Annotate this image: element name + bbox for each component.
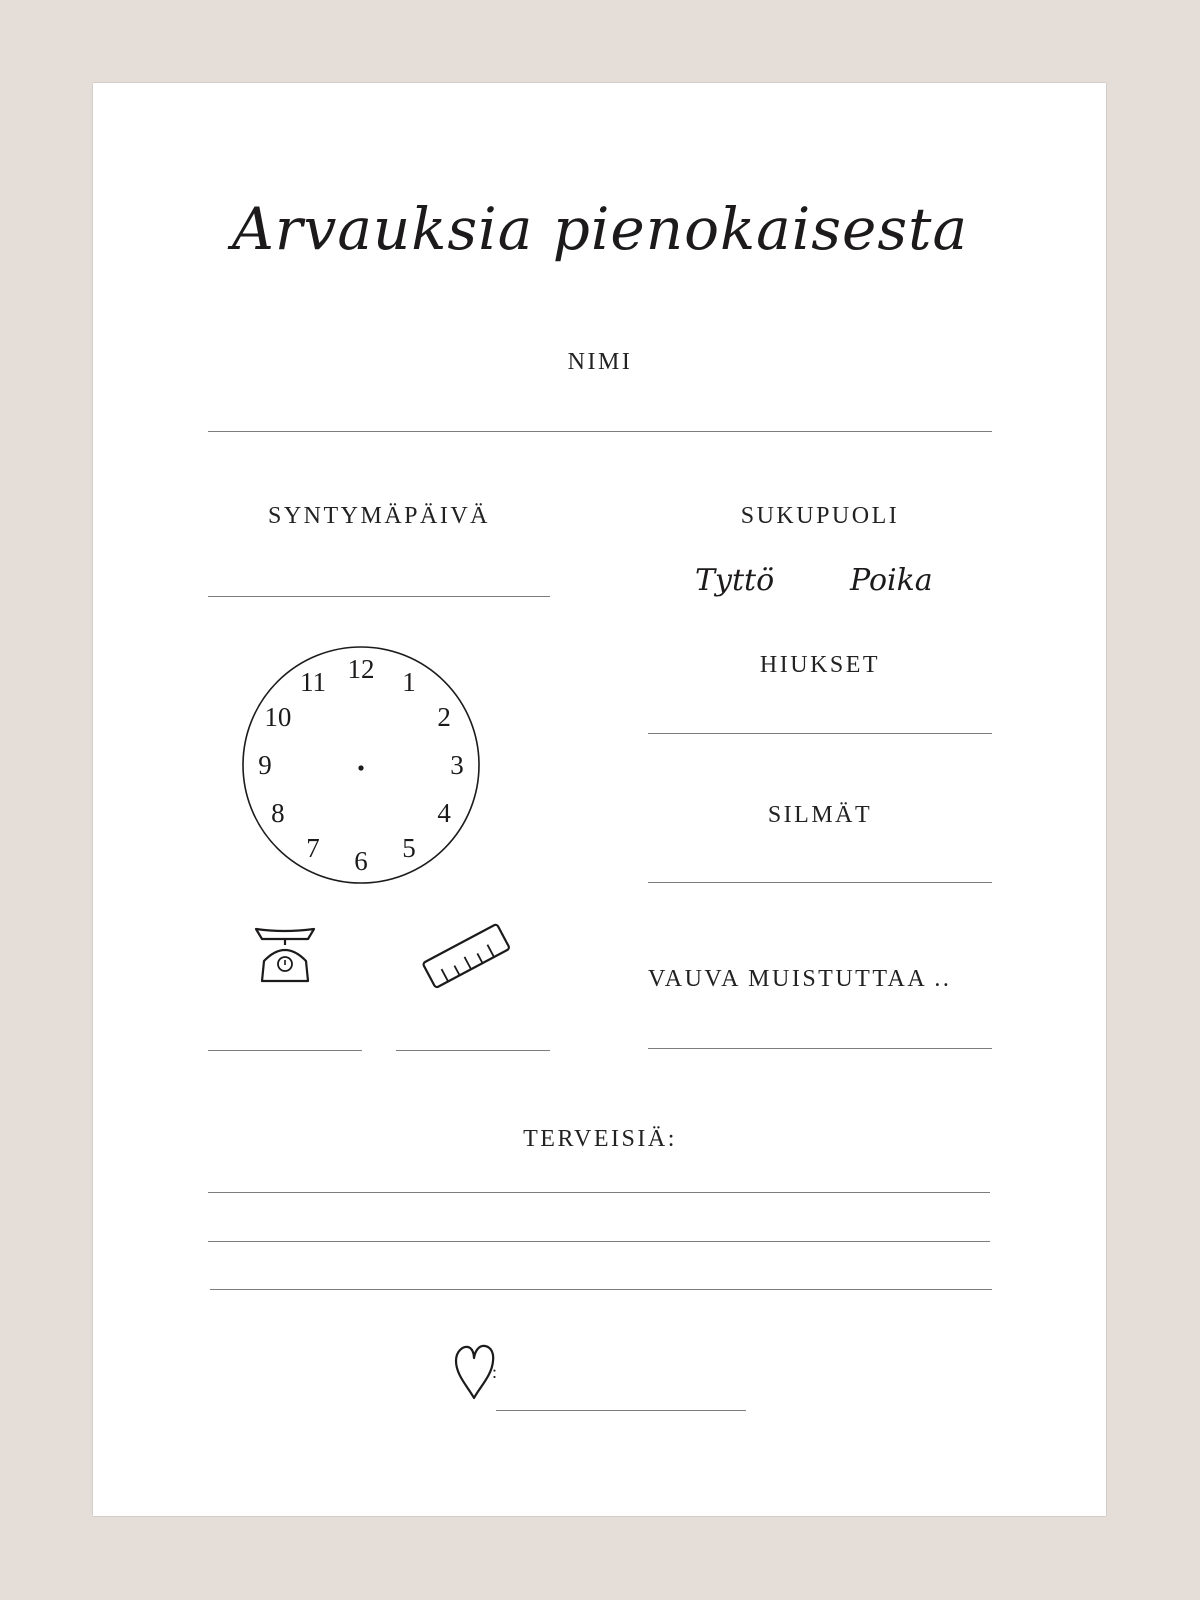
greetings-line-2[interactable] <box>208 1241 990 1242</box>
clock-number-5: 5 <box>402 833 416 864</box>
name-line[interactable] <box>208 431 992 432</box>
greetings-line-3[interactable] <box>210 1289 992 1290</box>
heart-icon <box>452 1343 496 1403</box>
gender-option-boy[interactable]: Poika <box>850 563 933 598</box>
eyes-line[interactable] <box>648 882 992 883</box>
clock-number-9: 9 <box>258 750 272 780</box>
greetings-label: TERVEISIÄ: <box>523 1126 677 1152</box>
clock-number-10: 10 <box>264 702 292 732</box>
signature-line[interactable] <box>496 1410 746 1411</box>
clock-number-4: 4 <box>437 798 451 828</box>
hair-label: HIUKSET <box>759 652 881 678</box>
clock-number-12: 12 <box>347 654 375 684</box>
scale-icon <box>252 925 322 989</box>
page-title: Arvauksia pienokaisesta <box>231 195 969 263</box>
clock-number-7: 7 <box>306 833 320 864</box>
birthday-line[interactable] <box>208 596 550 597</box>
clock-number-8: 8 <box>271 798 285 828</box>
clock-icon[interactable] <box>241 645 481 885</box>
birthday-label: SYNTYMÄPÄIVÄ <box>267 503 490 529</box>
hair-line[interactable] <box>648 733 992 734</box>
gender-option-girl[interactable]: Tyttö <box>695 563 775 598</box>
gender-label: SUKUPUOLI <box>740 503 900 529</box>
ruler-icon <box>418 915 518 995</box>
greetings-line-1[interactable] <box>208 1192 990 1193</box>
clock-number-6: 6 <box>354 846 368 876</box>
resembles-label: VAUVA MUISTUTTAA .. <box>648 966 952 992</box>
name-label: NIMI <box>567 349 633 375</box>
weight-line[interactable] <box>208 1050 362 1051</box>
clock-number-11: 11 <box>300 666 326 697</box>
clock-number-2: 2 <box>437 702 451 732</box>
eyes-label: SILMÄT <box>767 802 873 828</box>
signature-colon: : <box>492 1362 498 1382</box>
length-line[interactable] <box>396 1050 550 1051</box>
clock-number-3: 3 <box>450 750 464 780</box>
resembles-line[interactable] <box>648 1048 992 1049</box>
clock-number-1: 1 <box>402 666 416 697</box>
